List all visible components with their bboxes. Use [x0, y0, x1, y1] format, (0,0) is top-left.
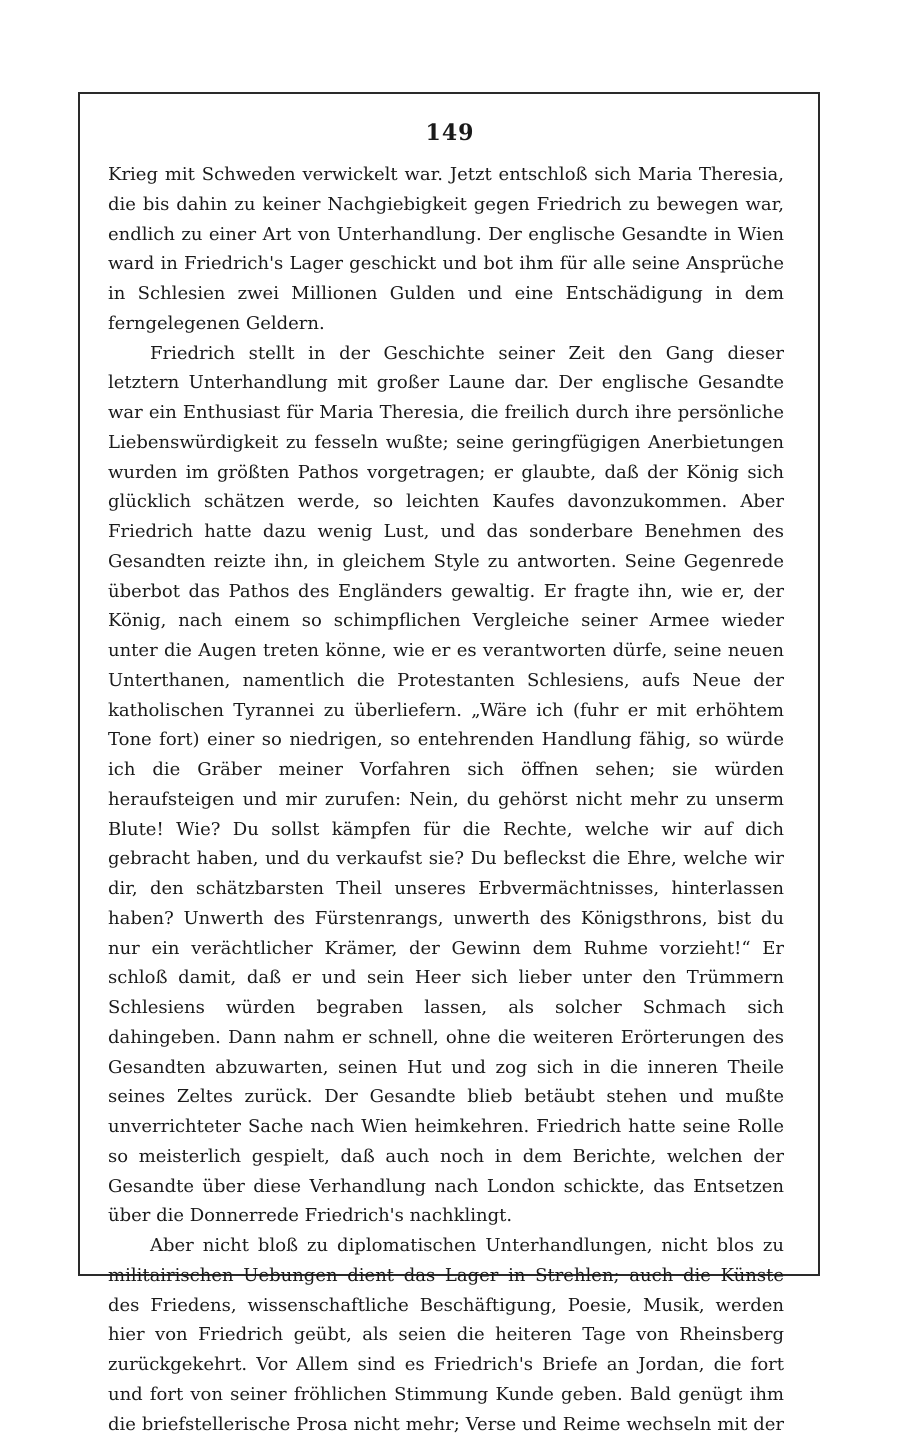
- page-number: 149: [425, 120, 475, 146]
- paragraph-3: Aber nicht bloß zu diplomatischen Unterhandlungen, nicht blos zu militairischen Uebungen dient das Lager in Strehlen; auch die Künste des Friedens, wissenschaftliche Beschäftigung, Poesie, Musik, werden hier von Friedrich geübt, als seien die heiteren Tage von Rheinsberg zurückgekehrt. Vor Allem sind es Friedrich's Briefe an Jordan, die fort und fort von seiner fröhlichen Stimmung Kunde geben. Bald genügt ihm die briefstellerische Prosa nicht mehr; Verse und Reime wechseln mit der: [108, 1235, 784, 1435]
- paragraph-2: Friedrich stellt in der Geschichte seiner Zeit den Gang dieser letztern Unterhandlung mit großer Laune dar. Der englische Gesandte war ein Enthusiast für Maria Theresia, die freilich durch ihre persönliche Liebenswürdigkeit zu fesseln wußte; seine geringfügigen Anerbietungen wurden im größten Pathos vorgetragen; er glaubte, daß der König sich glücklich schätzen werde, so leichten Kaufes davonzukommen. Aber Friedrich hatte dazu wenig Lust, und das sonderbare Benehmen des Gesandten reizte ihn, in gleichem Style zu antworten. Seine Gegenrede überbot das Pathos des Engländers gewaltig. Er fragte ihn, wie er, der König, nach einem so schimpflichen Vergleiche seiner Armee wieder unter die Augen treten könne, wie er es verantworten dürfe, seine neuen Unterthanen, namentlich die Protestanten Schlesiens, aufs Neue der katholischen Tyrannei zu überliefern. „Wäre ich (fuhr er mit erhöhtem Tone fort) einer so niedrigen, so entehrenden Handlung fähig, so würde ich die Gräber meiner Vorfahren sich öffnen sehen; sie würden heraufsteigen und mir zurufen: Nein, du gehörst nicht mehr zu unserm Blute! Wie? Du sollst kämpfen für die Rechte, welche wir auf dich gebracht haben, und du verkaufst sie? Du befleckst die Ehre, welche wir dir, den schätzbarsten Theil unseres Erbvermächtnisses, hinterlassen haben? Unwerth des Fürstenrangs, unwerth des Königsthrons, bist du nur ein verächtlicher Krämer, der Gewinn dem Ruhme vorzieht!“ Er schloß damit, daß er und sein Heer sich lieber unter den Trümmern Schlesiens würden begraben lassen, als solcher Schmach sich dahingeben. Dann nahm er schnell, ohne die weiteren Erörterungen des Gesandten abzuwarten, seinen Hut und zog sich in die inneren Theile seines Zeltes zurück. Der Gesandte blieb betäubt stehen und mußte unverrichteter Sache nach Wien heimkehren. Friedrich hatte seine Rolle so meisterlich gespielt, daß auch noch in dem Berichte, welchen der Gesandte über diese Verhandlung nach London schickte, das Entsetzen über die Donnerrede Friedrich's nachklingt.: [108, 342, 784, 1227]
- body-text: [108, 160, 784, 1439]
- paragraph-1: Krieg mit Schweden verwickelt war. Jetzt entschloß sich Maria Theresia, die bis dahin zu keiner Nachgiebigkeit gegen Friedrich zu bewegen war, endlich zu einer Art von Unterhandlung. Der englische Gesandte in Wien ward in Friedrich's Lager geschickt und bot ihm für alle seine Ansprüche in Schlesien zwei Millionen Gulden und eine Entschädigung in dem ferngelegenen Geldern.: [108, 164, 784, 334]
